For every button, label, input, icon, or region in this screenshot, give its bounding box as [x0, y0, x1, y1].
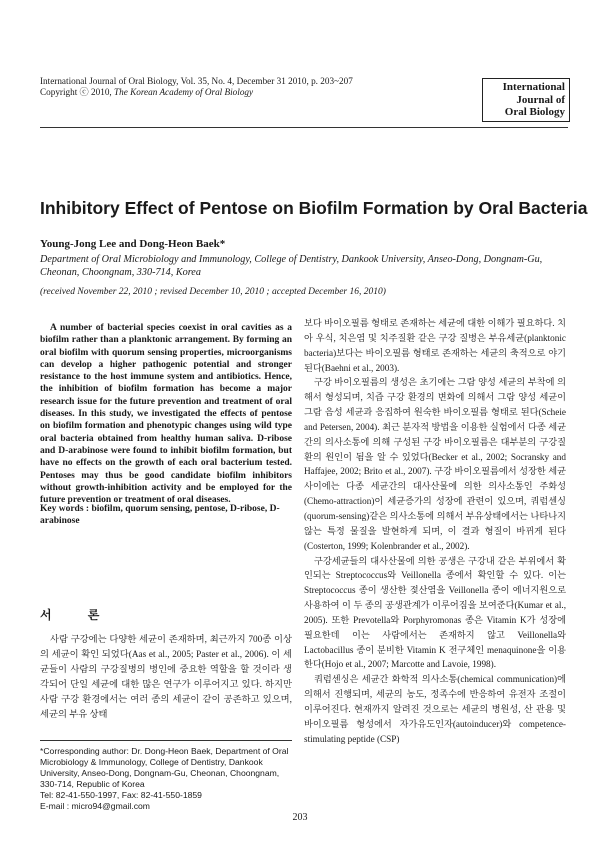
copyright-academy: The Korean Academy of Oral Biology — [114, 87, 254, 97]
right-column-body — [304, 316, 566, 746]
journal-citation: International Journal of Oral Biology, Vol. 35, No. 4, December 31 2010, p. 203~207 — [40, 76, 353, 86]
body-paragraph: 쿼럼센싱은 세균간 화학적 의사소통(chemical communication)에 의해서 진행되며, 세균의 농도, 정족수에 반응하여 유전자 조절이 이루어진다. 현재까지 알려진 것으로는 세균의 병원성, 산 관용 및 바이오필름 형성에서 자가유도인자(autoinducer)와 competence-stimulating peptide (CSP) — [304, 674, 566, 744]
intro-paragraph-left: 사람 구강에는 다양한 세균이 존재하며, 최근까지 700종 이상의 세균이 확인 되었다(Aas et al., 2005; Paster et al., 2006). 이 세균들이 사람의 구강질병의 병인에 중요한 역할을 할 것이라 생각되어 단일 세균에 대한 많은 연구가 이루어지고 있다. 하지만 사람 구강 환경에서는 여러 종의 세균이 같이 공존하고 있으며, 세균의 부유 상태 — [40, 635, 292, 720]
body-paragraph: 구강 바이오필름의 생성은 초기에는 그람 양성 세균의 부착에 의해서 형성되며, 치즙 구강 환경의 변화에 의해서 그람 양성 세균이 그람 음성 세균과 응집하여 원숙한 바이오필름 형태로 된다(Scheie and Petersen, 2004). 최근 분자적 방법을 이용한 실험에서 다종 세균간의 의사소통에 의해 구성된 구강 바이오필름은 대부분의 구강질환의 원인이 됨을 알 수 있었다(Becker et al., 2002; Socransky and Haffajee, 2002; Brito et al., 2007). 구강 바이오필름에서 성장한 세균 사이에는 다종 세균간의 대사산물에 의한 의사소통인 주화성(Chemo-attraction)이 세균증가의 성장에 관련이 있으며, 쿼럼센싱(quorum-sensing)같은 의사소통에 의해서 부유상태에서는 나타나지 않는 특정 물질을 발현하게 되며, 이 결과 형질이 바뀌게 된다(Costerton, 1999; Kolenbrander et al., 2002). — [304, 377, 566, 551]
footnote-line: Tel: 82-41-550-1997, Fax: 82-41-550-1859 — [40, 790, 202, 800]
footnote-line: *Corresponding author: Dr. Dong-Heon Baek, Department of Oral Microbiology & Immunology, College of Dentistry, Dankook University, Anseo-Dong, Dongnam-Gu, Cheonan, Choongnam, 330-714, Republic of Korea — [40, 746, 289, 789]
footnote-line: E-mail : micro94@gmail.com — [40, 801, 150, 811]
author-affiliation: Department of Oral Microbiology and Immunology, College of Dentistry, Dankook University, Anseo-Dong, Dongnam-Gu, Cheonan, Choongnam, 330-714, Korea — [40, 254, 543, 278]
keywords: Key words : biofilm, quorum sensing, pentose, D-ribose, D-arabinose — [40, 504, 280, 527]
article-title: Inhibitory Effect of Pentose on Biofilm Formation by Oral Bacteria — [40, 198, 588, 218]
author-list: Young-Jong Lee and Dong-Heon Baek* — [40, 238, 226, 250]
copyright-line — [40, 87, 253, 98]
journal-box-line: Oral Biology — [504, 106, 565, 118]
journal-box-line: Journal of — [516, 93, 565, 106]
copyright-prefix: Copyright ⓒ 2010, — [40, 87, 115, 97]
footnote-rule — [40, 740, 292, 741]
header-rule — [40, 127, 568, 128]
body-paragraph: 보다 바이오필름 형태로 존재하는 세균에 대한 이해가 필요하다. 치아 우식, 치은염 및 치주질환 같은 구강 질병은 부유세균(planktonic bacteria)보다는 바이오필름 형태로 존재하는 세균의 축적으로 야기된다(Baehni et al., 2003). — [304, 318, 566, 373]
journal-name-box — [482, 78, 570, 122]
corresponding-author-footnote — [40, 746, 292, 812]
page-number: 203 — [292, 812, 308, 823]
received-dates: (received November 22, 2010 ; revised December 10, 2010 ; accepted December 16, 2010) — [40, 287, 386, 297]
body-paragraph: 구강세균들의 대사산물에 의한 공생은 구강내 같은 부위에서 확인되는 Streptococcus와 Veillonella 종에서 확인할 수 있다. 이는 Streptococcus 종이 생산한 젖산염을 Veillonella 종이 에너지원으로 사용하여 이 두 종의 공생관계가 이루어짐을 보여준다(Kumar et al., 2005). 또한 Prevotella와 Porphyromonas 종은 Vitamin K가 성장에 필요한데 이는 사람에서는 존재하지 않고 Veillonella와 Lactobacillus 종이 분비한 Vitamin K 전구체인 menaquinone을 이용한다(Hojo et al., 2007; Marcotte and Lavoie, 1998). — [304, 555, 566, 670]
abstract: A number of bacterial species coexist in oral cavities as a biofilm rather than a planktonic arrangement. By forming an oral biofilm with quorum sensing properties, microorganisms can develop a higher pathogenic potential and stronger resistance to the host immune system and antibiotics. Hence, the inhibition of biofilm formation has become a major research issue for the future prevention and treatment of oral diseases. In this study, we investigated the effects of pentose on biofilm formation and phenotypic changes using wild type oral bacteria obtained from healthy human saliva. D-ribose and D-arabinose were found to inhibit biofilm formation, but have no effects on the growth of each oral bacterium tested. Pentoses may thus be good candidate biofilm inhibitors without growth-inhibition activity and be employed for the future prevention or treatment of oral diseases. — [40, 323, 292, 506]
journal-box-line: International — [502, 81, 565, 93]
section-heading-introduction: 서 론 — [40, 608, 116, 622]
